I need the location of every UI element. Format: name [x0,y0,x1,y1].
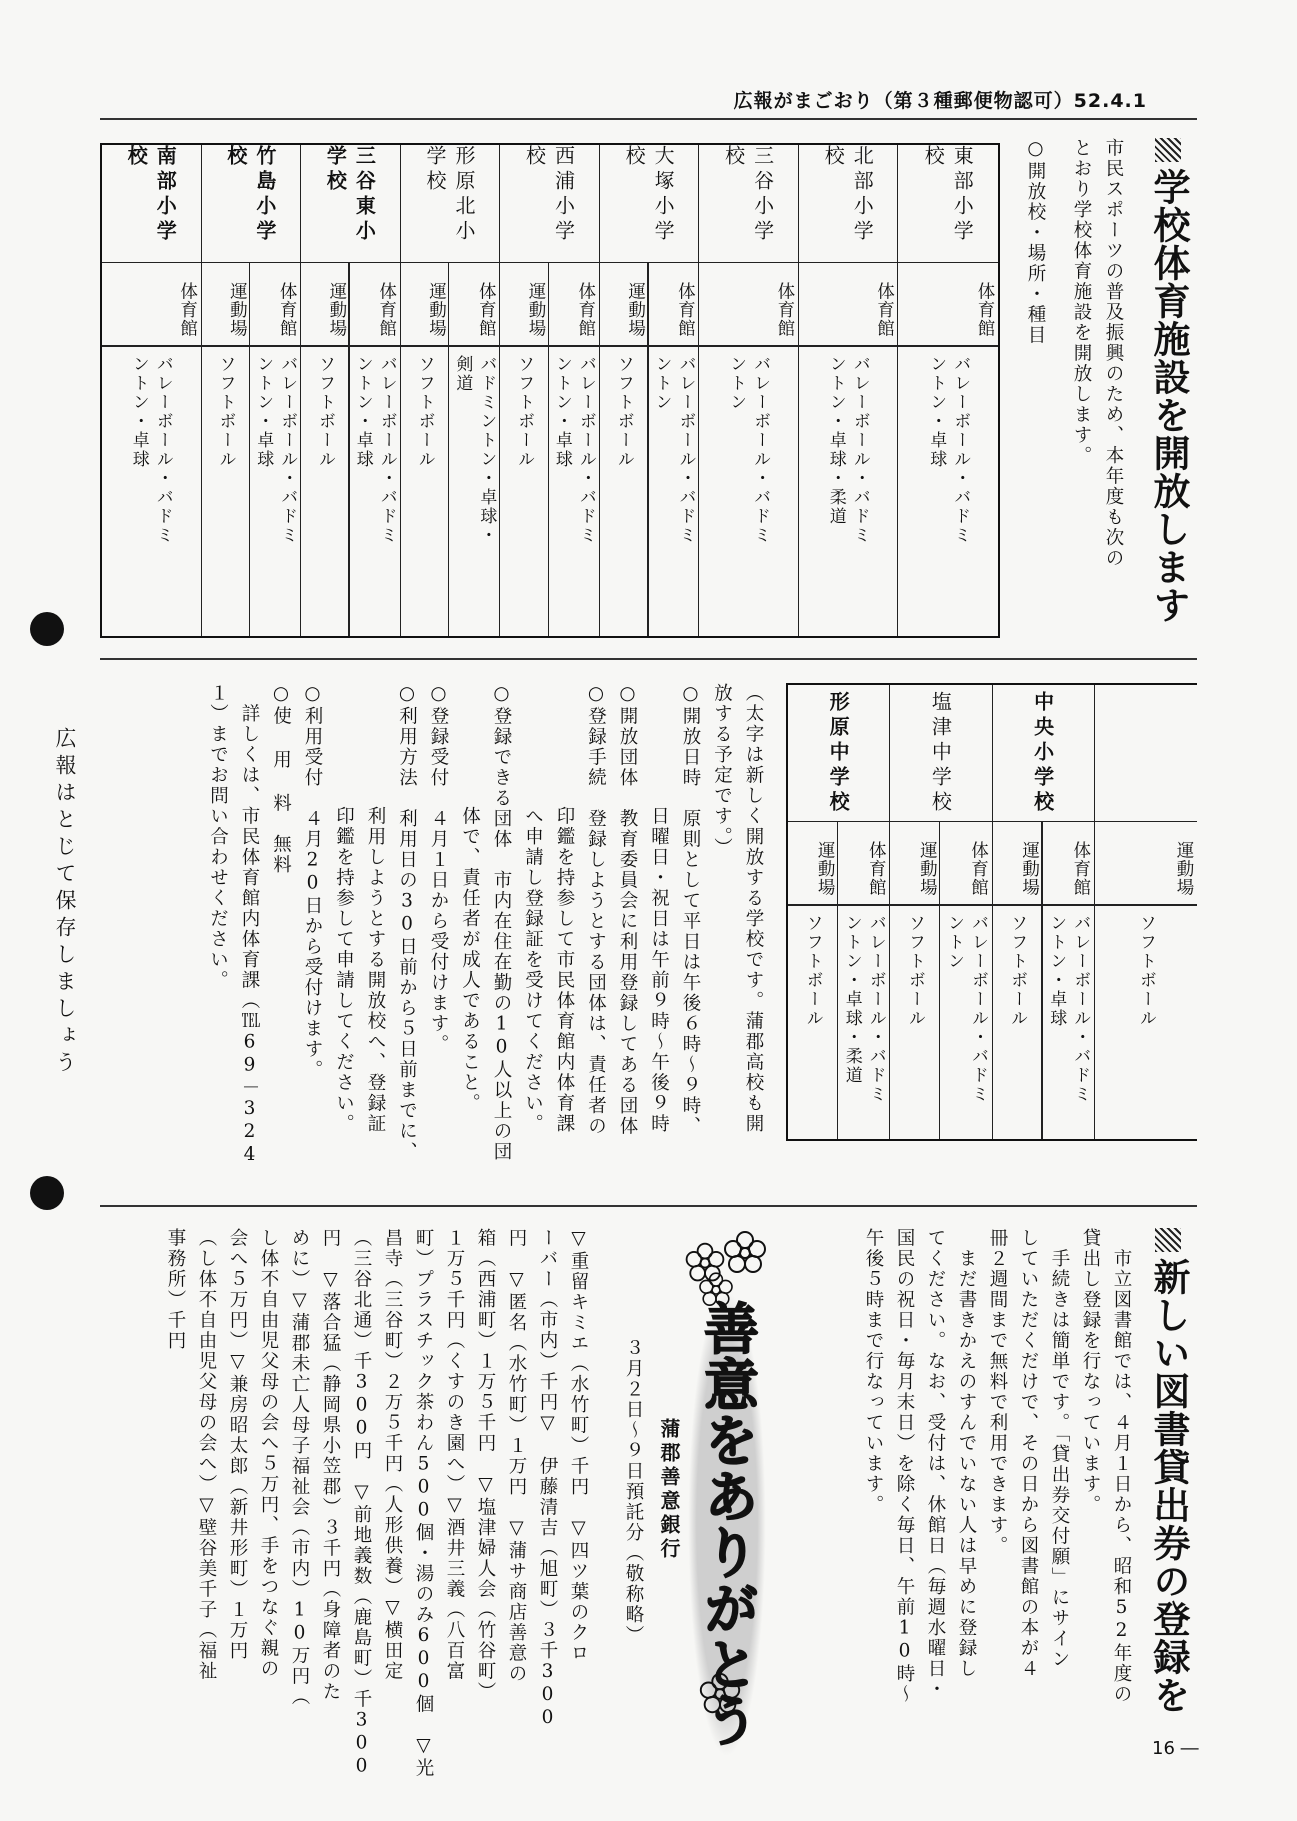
cell-divider [249,263,251,636]
row-divider [788,904,889,906]
notes-line: ○登録できる団体 市内在住在勤の10人以上の団 [491,683,512,1162]
row-divider [699,345,798,347]
row-divider [401,345,500,347]
sports-intro-line-2: とおり学校体育施設を開放します。 [1071,138,1092,466]
notes-line: ○利用方法 利用日の30日前から５日前までに、 [396,683,418,1162]
notes-line: ○使 用 料 無料 [270,683,292,875]
page-header: 広報がまごおり（第３種郵便物認可）52.4.1 [733,90,1147,112]
sports-list: ソフトボール [514,355,535,469]
notes-line: ○利用受付 ４月20日から受付けます。 [302,683,323,1080]
facility-label: 体育館 [1070,841,1091,897]
facility-label: 体育館 [476,282,497,338]
facility-label: 体育館 [277,282,298,338]
cell-divider [348,263,350,636]
notes-line: 体で、責任者が成人であること。 [459,683,481,1114]
cell-divider [837,822,839,1139]
thanks-line: めに）▽蒲郡未亡人母子福祉会（市内）10万円（ [289,1228,310,1707]
thanks-period: ３月２日〜９日預託分（敬称略） [623,1338,644,1646]
thanks-line: ▽重留キミエ（水竹町）千円 ▽四ツ葉のクロ [568,1228,589,1664]
school-name [1095,685,1197,822]
sports-list: バレーボール・バドミ ントン・卓球 [551,355,596,545]
thanks-line: １万５千円（くすのき園へ）▽酒井三義（八百富 [444,1228,465,1682]
library-line: 貸出し登録を行なっています。 [1080,1228,1101,1515]
notes-line: 日曜日・祝日は午前９時〜午後９時 [648,683,670,1134]
school-name: 北部小学校 [799,145,898,263]
middle-rule [100,658,1197,660]
notes-line: ○開放日時 原則として平日は午後６時〜９時、 [680,683,701,1137]
school-column [102,145,202,636]
facility-label: 運動場 [426,282,447,338]
lower-rule [100,1205,1197,1207]
facility-label: 体育館 [376,282,397,338]
cell-divider [548,263,550,636]
thanks-line: （三谷北通）千300円 ▽前地義数（鹿島町）千300 [351,1228,372,1779]
school-name: 三谷東小学校 [301,145,400,263]
cell-divider [647,263,649,636]
notes-line: 放する予定です。） [711,683,733,859]
facility-label: 運動場 [625,282,646,338]
library-line: まだ書きかえのすんでいない人は早めに登録し [956,1228,977,1679]
title-hatch-icon [1155,138,1181,162]
school-column [301,145,401,636]
library-line: 手続きは簡単です。「貸出券交付願」にサイン [1049,1228,1070,1670]
flower-icon [696,1670,744,1718]
school-name: 塩津中学校 [890,685,991,822]
notes-line: へ申請し登録証を受けてください。 [522,683,544,1134]
school-name: 南部小学校 [102,145,201,263]
row-divider [102,345,201,347]
thanks-line: 事務所）千円 [165,1228,186,1351]
library-line: 市立図書館では、４月１日から、昭和52年度の [1111,1228,1132,1705]
flower-icon [696,1270,736,1310]
sports-list: バレーボール・バドミ ントン [726,355,771,545]
facility-label: 体育館 [675,282,696,338]
facility-label: 体育館 [874,282,895,338]
title-hatch-icon [1155,1228,1181,1252]
schools-table-1 [100,143,1000,638]
thanks-line: し体不自由児父母の会へ５万円、手をつなぐ親の [258,1228,279,1679]
school-column [788,685,890,1139]
notes-line: 利用しようとする開放校へ、登録証 [365,683,386,1134]
cell-divider [448,263,450,636]
thanks-org: 蒲郡善意銀行 [657,1418,681,1562]
library-line: 国民の祝日・毎月末日）を除く毎日、午前10時〜 [894,1228,915,1705]
sports-list: ソフトボール [1007,914,1028,1028]
library-line: てください。なお、受付は、休館日（毎週水曜日・ [925,1228,946,1700]
sports-list: バレーボール・バドミ ントン・卓球 [1046,914,1091,1104]
facility-label: 体育館 [968,841,989,897]
facility-label: 体育館 [177,282,198,338]
notes-line: ○登録受付 ４月１日から受付けます。 [428,683,449,1055]
row-divider [993,904,1094,906]
sports-list: バレーボール・バドミ ントン・卓球 [128,355,173,545]
library-article-title: 新しい図書貸出券の登録を [1148,1228,1188,1714]
sports-list: バレーボール・バドミ ントン・卓球 [926,355,971,545]
school-name: 三谷小学校 [699,145,798,263]
row-divider [1095,904,1197,906]
punch-hole-bottom [30,1176,64,1210]
thanks-line: （し体不自由児父母の会へ）▽壁谷美千子（福祉 [196,1228,217,1682]
sports-list: バレーボール・バドミ ントン・卓球・柔道 [825,355,870,545]
thanks-line: 箱（西浦町）１万５千円 ▽塩津婦人会（竹谷町） [475,1228,496,1702]
sports-list: ソフトボール [904,914,925,1028]
facility-label: 運動場 [1174,841,1194,897]
school-column [898,145,998,636]
school-column [1095,685,1197,1139]
thanks-line: 円 ▽落合猛（静岡県小笠郡）３千円（身障者のた [320,1228,341,1702]
sports-list: ソフトボール [613,355,634,469]
sports-list: ソフトボール [414,355,435,469]
facility-label: 運動場 [815,841,836,897]
library-line: していただくだけで、その日から図書館の本が４ [1018,1228,1039,1679]
notes-line: （太字は新しく開放する学校です。蒲郡高校も開 [743,683,764,1134]
thanks-line: 昌寺（三谷町）２万５千円（人形供養）▽横田定 [382,1228,403,1682]
notes-line: ○登録手続 登録しようとする団体は、責任者の [585,683,607,1137]
school-column [600,145,700,636]
school-column [202,145,302,636]
sports-list: ソフトボール [315,355,336,469]
facility-label: 運動場 [1019,841,1040,897]
sports-list: バレーボール・バドミ ントン・卓球 [253,355,298,545]
school-name: 西浦小学校 [500,145,599,263]
row-divider [301,345,400,347]
row-divider [890,904,991,906]
sports-list: バドミントン・卓球・ 剣道 [452,355,497,545]
row-divider [898,345,998,347]
facility-label: 運動場 [326,282,347,338]
row-divider [202,345,301,347]
thanks-line: 町）プラスチック茶わん500個・湯のみ600個 ▽光 [413,1228,434,1779]
sports-article-title: 学校体育施設を開放します [1148,138,1188,624]
notes-line: １）までお問い合わせください。 [207,683,229,991]
school-name: 形原北小学校 [401,145,500,263]
thanks-line: ーバー（市内）千円▽ 伊藤清吉（旭町）３千300 [537,1228,558,1730]
sports-list: バレーボール・バドミ ントン [651,355,696,545]
sports-list: ソフトボール [802,914,823,1028]
school-column [699,145,799,636]
library-line: 午後５時まで行なっています。 [863,1228,884,1515]
sports-intro-line-1: 市民スポーツの普及振興のため、本年度も次の [1103,138,1124,569]
school-name: 東部小学校 [898,145,998,263]
facility-label: 体育館 [975,282,995,338]
header-rule [100,118,1197,120]
facility-label: 体育館 [774,282,795,338]
schools-table-2 [786,683,1197,1141]
sports-list: バレーボール・バドミ ントン・卓球・柔道 [841,914,886,1104]
page-number: 16 ― [1152,1738,1199,1759]
facility-label: 運動場 [227,282,248,338]
cell-divider [939,822,941,1139]
school-name: 中央小学校 [993,685,1094,822]
facility-label: 運動場 [917,841,938,897]
sports-list: ソフトボール [1135,914,1156,1028]
sports-list: ソフトボール [215,355,236,469]
school-column [993,685,1095,1139]
school-name: 竹島小学校 [202,145,301,263]
punch-hole-top [30,612,64,646]
facility-label: 体育館 [866,841,887,897]
notes-line: ○開放団体 教育委員会に利用登録してある団体 [617,683,638,1137]
facility-label: 体育館 [575,282,596,338]
sports-intro-line-3: ○開放校・場所・種目 [1025,138,1046,346]
row-divider [799,345,898,347]
row-divider [500,345,599,347]
school-column [890,685,992,1139]
facility-label: 運動場 [526,282,547,338]
sports-list: バレーボール・バドミ ントン・卓球 [352,355,397,545]
row-divider [600,345,699,347]
school-name: 大塚小学校 [600,145,699,263]
school-name: 形原中学校 [788,685,889,822]
library-line: 冊２週間まで無料で利用できます。 [987,1228,1008,1556]
thanks-line: 円 ▽匿名（水竹町）１万円 ▽蒲サ商店善意の [506,1228,527,1684]
school-column [401,145,501,636]
thanks-title: 善意をありがとう [688,1290,766,1758]
thanks-line: 会へ５万円）▽兼房昭太郎（新井形町）１万円 [227,1228,248,1661]
save-note: 広報はとじて保存しましょう [53,727,77,1078]
notes-line: 印鑑を持参して市民体育館内体育課 [554,683,575,1134]
notes-line: 印鑑を持参して申請してください。 [333,683,355,1134]
notes-line: 詳しくは、市民体育館内体育課（℡69－324 [239,683,260,1167]
cell-divider [1041,822,1043,1139]
school-column [799,145,899,636]
school-column [500,145,600,636]
sports-list: バレーボール・バドミ ントン [943,914,988,1104]
